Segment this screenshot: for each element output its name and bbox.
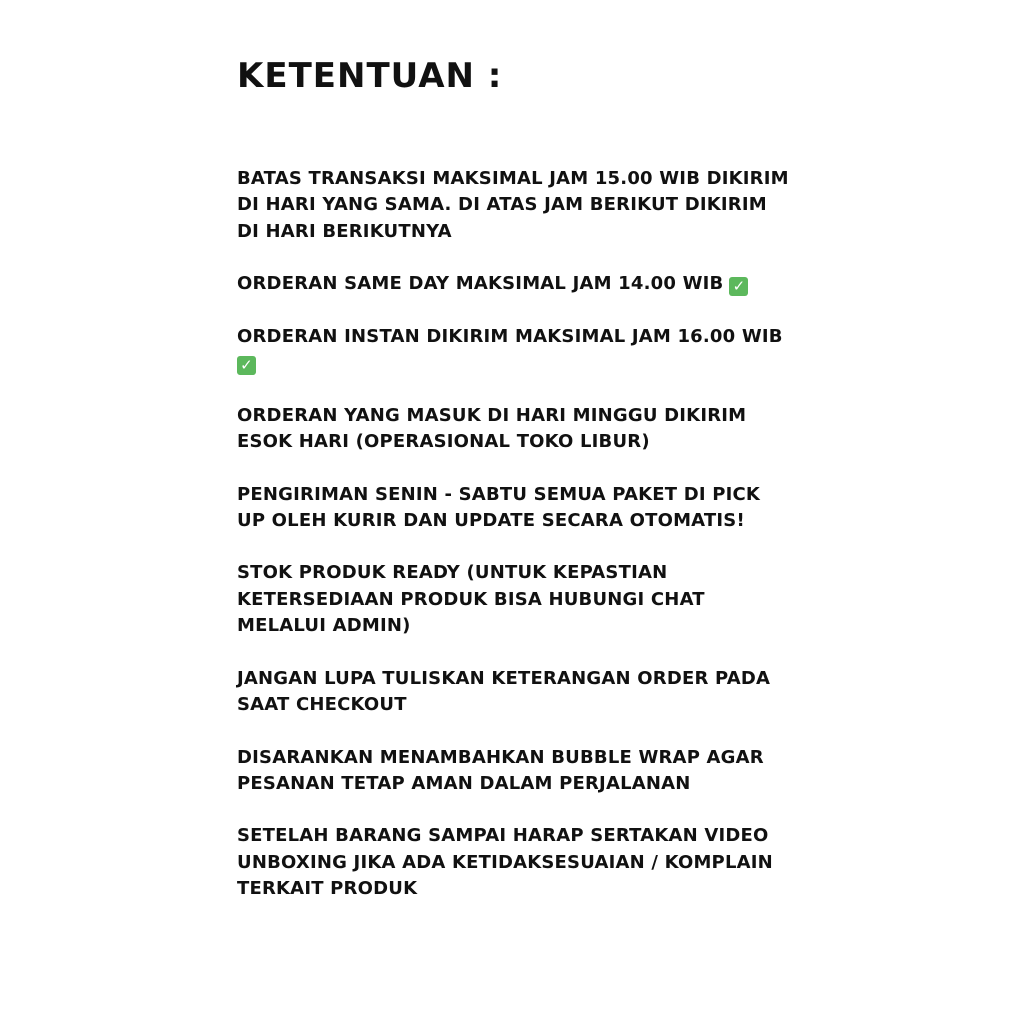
rule-text-row	[237, 271, 797, 297]
rule-text-line: SETELAH BARANG SAMPAI HARAP SERTAKAN VIDEO	[237, 825, 769, 847]
rule-text-line: UNBOXING JIKA ADA KETIDAKSESUAIAN / KOMPLAIN	[237, 851, 773, 873]
rule-icon-row	[237, 350, 797, 376]
rule-item	[237, 666, 797, 719]
rule-text-line: MELALUI ADMIN)	[237, 615, 411, 637]
rule-text-line: DISARANKAN MENAMBAHKAN BUBBLE WRAP AGAR	[237, 746, 764, 768]
rule-item	[237, 482, 797, 535]
rule-item	[237, 166, 797, 245]
rule-text-line: DI HARI YANG SAMA. DI ATAS JAM BERIKUT DIKIRIM	[237, 194, 767, 216]
rule-text-line: ESOK HARI (OPERASIONAL TOKO LIBUR)	[237, 430, 650, 452]
rule-text-line: DI HARI BERIKUTNYA	[237, 220, 452, 242]
rule-item	[237, 745, 797, 798]
rule-text-line: ORDERAN YANG MASUK DI HARI MINGGU DIKIRIM	[237, 404, 747, 426]
rule-item	[237, 560, 797, 639]
rule-text-line: BATAS TRANSAKSI MAKSIMAL JAM 15.00 WIB DIKIRIM	[237, 168, 789, 189]
rule-text-line: PENGIRIMAN SENIN - SABTU SEMUA PAKET DI PICK	[237, 483, 761, 505]
rule-text-line: JANGAN LUPA TULISKAN KETERANGAN ORDER PADA	[237, 667, 771, 689]
page-title: KETENTUAN :	[237, 56, 503, 96]
rule-text-line: UP OLEH KURIR DAN UPDATE SECARA OTOMATIS!	[237, 509, 745, 531]
rule-item	[237, 324, 797, 377]
rule-text-line: SAAT CHECKOUT	[237, 693, 407, 715]
rule-item	[237, 271, 797, 297]
rule-text-line: ORDERAN INSTAN DIKIRIM MAKSIMAL JAM 16.00 WIB	[237, 325, 783, 347]
rule-text-line: PESANAN TETAP AMAN DALAM PERJALANAN	[237, 772, 691, 794]
rule-text-line: TERKAIT PRODUK	[237, 878, 418, 900]
check-mark-icon: ✓	[729, 277, 748, 296]
rule-item	[237, 403, 797, 456]
rule-text-line: STOK PRODUK READY (UNTUK KEPASTIAN	[237, 562, 668, 584]
rule-item	[237, 823, 797, 902]
terms-list	[237, 166, 797, 929]
rule-text-line: ORDERAN SAME DAY MAKSIMAL JAM 14.00 WIB	[237, 273, 724, 295]
rule-text-line: KETERSEDIAAN PRODUK BISA HUBUNGI CHAT	[237, 588, 705, 610]
check-mark-icon: ✓	[237, 356, 256, 375]
